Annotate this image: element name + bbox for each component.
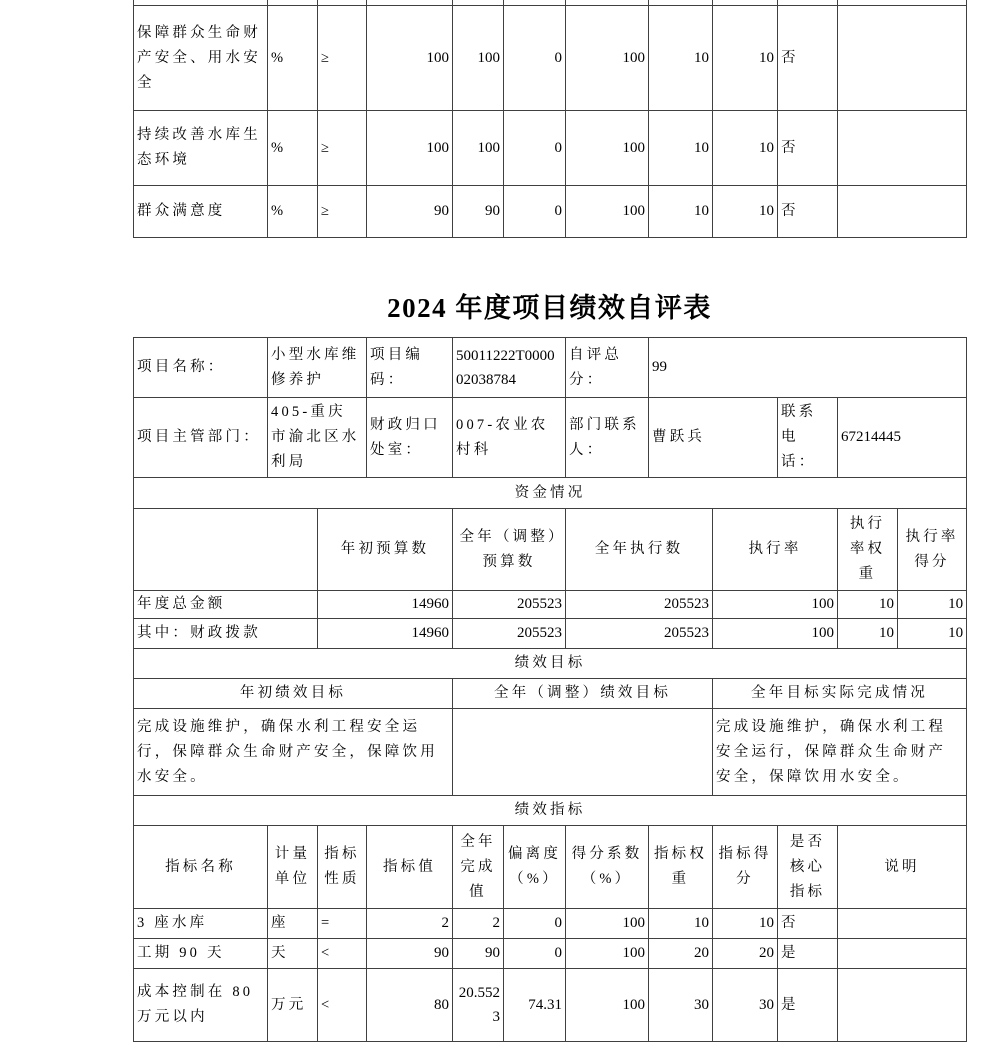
targets-header-row — [134, 679, 967, 709]
funding-rate-score: 10 — [898, 619, 967, 649]
indicator-core-cell: 否 — [778, 111, 838, 186]
indicator-done-cell: 100 — [453, 111, 504, 186]
targets-header-initial: 年初绩效目标 — [134, 679, 453, 709]
indicator-note-cell — [838, 969, 967, 1042]
indicators-header-nature: 指标性质 — [318, 826, 367, 909]
indicators-header-core: 是否核心指标 — [778, 826, 838, 909]
indicator-target-cell: 80 — [367, 969, 453, 1042]
indicator-score-cell: 20 — [713, 939, 778, 969]
indicator-note-cell — [838, 6, 967, 111]
project-name-value: 小型水库维修养护 — [268, 338, 367, 398]
indicator-name-cell: 工期 90 天 — [134, 939, 268, 969]
indicator-row — [134, 909, 967, 939]
project-code-value: 50011222T000002038784 — [453, 338, 566, 398]
indicator-coefficient-cell: 100 — [566, 939, 649, 969]
indicator-name-cell: 成本控制在 80 万元以内 — [134, 969, 268, 1042]
indicator-weight-cell: 10 — [649, 186, 713, 238]
indicator-row — [134, 186, 967, 238]
indicator-weight-cell: 10 — [649, 111, 713, 186]
section-title-indicators: 绩效指标 — [134, 796, 967, 826]
indicator-target-cell: 90 — [367, 186, 453, 238]
funding-header-rate-score: 执行率得分 — [898, 509, 967, 591]
targets-header-actual: 全年目标实际完成情况 — [713, 679, 967, 709]
indicator-unit-cell: % — [268, 186, 318, 238]
indicator-nature-cell: ≥ — [318, 186, 367, 238]
indicator-coefficient-cell: 100 — [566, 111, 649, 186]
indicator-weight-cell: 10 — [649, 909, 713, 939]
funding-label: 年度总金额 — [134, 591, 318, 619]
indicator-target-cell: 100 — [367, 6, 453, 111]
funding-rate: 100 — [713, 619, 838, 649]
indicator-score-cell: 30 — [713, 969, 778, 1042]
section-title-targets: 绩效目标 — [134, 649, 967, 679]
funding-header-executed: 全年执行数 — [566, 509, 713, 591]
indicator-score-cell: 10 — [713, 186, 778, 238]
indicator-name-cell: 保障群众生命财产安全、用水安全 — [134, 6, 268, 111]
funding-header-adjusted-budget: 全年（调整）预算数 — [453, 509, 566, 591]
funding-initial-budget: 14960 — [318, 591, 453, 619]
indicator-deviation-cell: 0 — [504, 909, 566, 939]
indicator-note-cell — [838, 111, 967, 186]
indicator-weight-cell: 10 — [649, 6, 713, 111]
dept-label: 项目主管部门： — [134, 398, 268, 478]
indicator-name-cell: 群众满意度 — [134, 186, 268, 238]
project-dept-row — [134, 398, 967, 478]
indicator-nature-cell: ≥ — [318, 6, 367, 111]
indicator-done-cell: 90 — [453, 186, 504, 238]
indicator-unit-cell: 座 — [268, 909, 318, 939]
indicator-note-cell — [838, 909, 967, 939]
funding-rate: 100 — [713, 591, 838, 619]
indicator-unit-cell: 天 — [268, 939, 318, 969]
indicator-name-cell: 3 座水库 — [134, 909, 268, 939]
indicator-target-cell: 2 — [367, 909, 453, 939]
section-title-funding: 资金情况 — [134, 478, 967, 509]
contact-value: 曹跃兵 — [649, 398, 778, 478]
project-code-label: 项目编码： — [367, 338, 453, 398]
indicator-score-cell: 10 — [713, 6, 778, 111]
indicator-weight-cell: 20 — [649, 939, 713, 969]
indicators-header-done: 全年完成值 — [453, 826, 504, 909]
funding-executed: 205523 — [566, 619, 713, 649]
indicator-weight-cell: 30 — [649, 969, 713, 1042]
indicator-note-cell — [838, 939, 967, 969]
indicators-section-row — [134, 796, 967, 826]
indicators-header-note: 说明 — [838, 826, 967, 909]
indicator-core-cell: 是 — [778, 939, 838, 969]
funding-row — [134, 591, 967, 619]
indicator-coefficient-cell: 100 — [566, 6, 649, 111]
self-score-value: 99 — [649, 338, 967, 398]
indicator-score-cell: 10 — [713, 111, 778, 186]
targets-adjusted-text — [453, 709, 713, 796]
indicator-score-cell: 10 — [713, 909, 778, 939]
indicators-header-name: 指标名称 — [134, 826, 268, 909]
funding-row — [134, 619, 967, 649]
indicator-done-cell: 2 — [453, 909, 504, 939]
funding-executed: 205523 — [566, 591, 713, 619]
funding-adjusted-budget: 205523 — [453, 591, 566, 619]
indicators-header-weight: 指标权重 — [649, 826, 713, 909]
indicator-done-cell: 100 — [453, 6, 504, 111]
funding-header-rate: 执行率 — [713, 509, 838, 591]
indicators-header-score: 指标得分 — [713, 826, 778, 909]
indicator-target-cell: 90 — [367, 939, 453, 969]
indicator-name-cell: 持续改善水库生态环境 — [134, 111, 268, 186]
phone-value: 67214445 — [838, 398, 967, 478]
indicator-row — [134, 939, 967, 969]
indicators-header-row — [134, 826, 967, 909]
indicator-nature-cell: = — [318, 909, 367, 939]
targets-content-row — [134, 709, 967, 796]
indicator-core-cell: 否 — [778, 909, 838, 939]
dept-value: 405-重庆市渝北区水利局 — [268, 398, 367, 478]
page-title: 2024 年度项目绩效自评表 — [387, 293, 712, 323]
indicator-coefficient-cell: 100 — [566, 909, 649, 939]
indicator-done-cell: 20.5523 — [453, 969, 504, 1042]
indicator-note-cell — [838, 186, 967, 238]
funding-header-blank — [134, 509, 318, 591]
indicators-header-target: 指标值 — [367, 826, 453, 909]
indicator-deviation-cell: 0 — [504, 939, 566, 969]
indicators-header-deviation: 偏离度（%） — [504, 826, 566, 909]
indicator-coefficient-cell: 100 — [566, 186, 649, 238]
indicator-unit-cell: 万元 — [268, 969, 318, 1042]
funding-label: 其中：财政拨款 — [134, 619, 318, 649]
targets-section-row — [134, 649, 967, 679]
indicator-nature-cell: < — [318, 939, 367, 969]
self-score-label: 自评总分： — [566, 338, 649, 398]
finance-office-label: 财政归口处室： — [367, 398, 453, 478]
indicator-deviation-cell: 0 — [504, 6, 566, 111]
indicators-header-unit: 计量单位 — [268, 826, 318, 909]
project-name-row — [134, 338, 967, 398]
indicator-row — [134, 6, 967, 111]
targets-initial-text: 完成设施维护，确保水利工程安全运行，保障群众生命财产安全，保障饮用水安全。 — [134, 709, 453, 796]
indicator-deviation-cell: 0 — [504, 111, 566, 186]
funding-header-rate-weight: 执行率权重 — [838, 509, 898, 591]
indicator-unit-cell: % — [268, 6, 318, 111]
contact-label: 部门联系人： — [566, 398, 649, 478]
funding-rate-weight: 10 — [838, 619, 898, 649]
funding-section-row — [134, 478, 967, 509]
funding-rate-score: 10 — [898, 591, 967, 619]
indicator-deviation-cell: 0 — [504, 186, 566, 238]
funding-rate-weight: 10 — [838, 591, 898, 619]
self-evaluation-table — [133, 337, 967, 1042]
funding-adjusted-budget: 205523 — [453, 619, 566, 649]
project-name-label: 项目名称： — [134, 338, 268, 398]
indicator-row — [134, 111, 967, 186]
funding-header-initial-budget: 年初预算数 — [318, 509, 453, 591]
indicator-coefficient-cell: 100 — [566, 969, 649, 1042]
indicator-done-cell: 90 — [453, 939, 504, 969]
carryover-indicators-table — [133, 0, 967, 238]
indicator-deviation-cell: 74.31 — [504, 969, 566, 1042]
indicator-nature-cell: ≥ — [318, 111, 367, 186]
indicator-target-cell: 100 — [367, 111, 453, 186]
indicator-nature-cell: < — [318, 969, 367, 1042]
targets-header-adjusted: 全年（调整）绩效目标 — [453, 679, 713, 709]
funding-header-row — [134, 509, 967, 591]
phone-label: 联系电话： — [778, 398, 838, 478]
indicators-header-coefficient: 得分系数（%） — [566, 826, 649, 909]
targets-actual-text: 完成设施维护，确保水利工程安全运行，保障群众生命财产安全，保障饮用水安全。 — [713, 709, 967, 796]
indicator-row — [134, 969, 967, 1042]
finance-office-value: 007-农业农村科 — [453, 398, 566, 478]
indicator-core-cell: 是 — [778, 969, 838, 1042]
indicator-unit-cell: % — [268, 111, 318, 186]
indicator-core-cell: 否 — [778, 6, 838, 111]
funding-initial-budget: 14960 — [318, 619, 453, 649]
indicator-core-cell: 否 — [778, 186, 838, 238]
